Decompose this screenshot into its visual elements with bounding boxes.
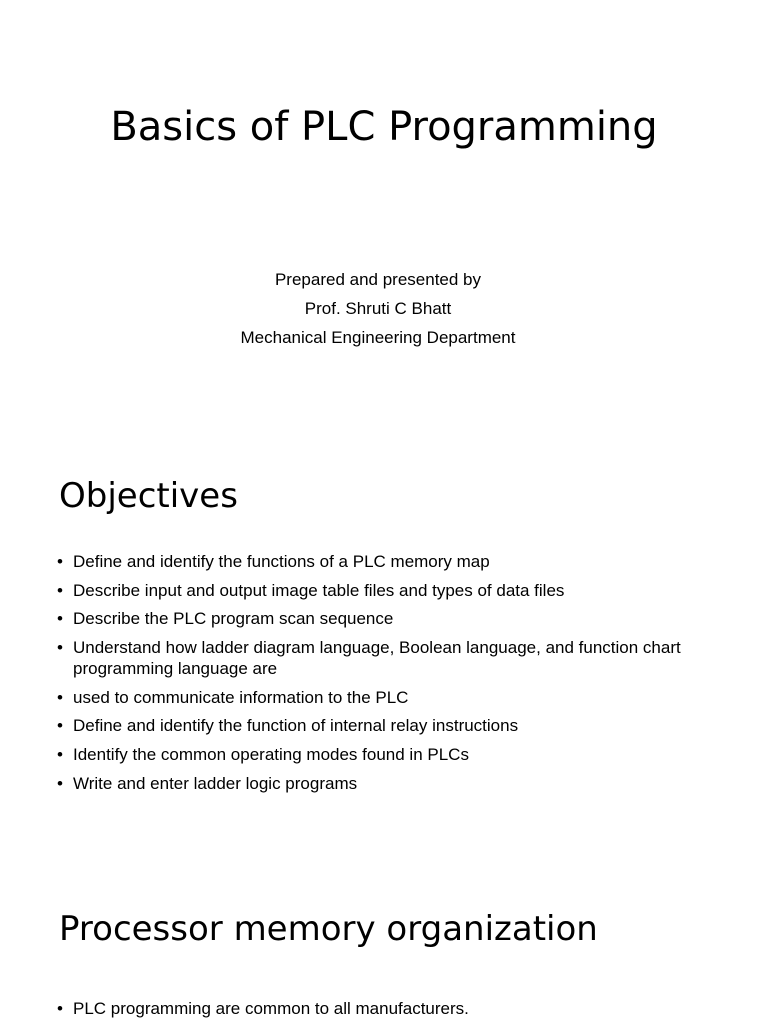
prepared-by-line: Prepared and presented by bbox=[274, 270, 482, 289]
presenter-info bbox=[0, 265, 756, 352]
list-item: • Describe the PLC program scan sequence bbox=[57, 608, 717, 629]
memory-organization-heading: Processor memory organization bbox=[59, 909, 598, 949]
list-item: • PLC programming are common to all manufacturers. bbox=[57, 998, 717, 1019]
list-item: • used to communicate information to the PLC bbox=[57, 687, 717, 708]
list-item: • Define and identify the function of internal relay instructions bbox=[57, 715, 717, 736]
list-item: • Write and enter ladder logic programs bbox=[57, 773, 717, 794]
presenter-name: Prof. Shruti C Bhatt bbox=[304, 299, 452, 318]
list-item: • Define and identify the functions of a PLC memory map bbox=[57, 551, 717, 572]
list-item: • Describe input and output image table files and types of data files bbox=[57, 580, 717, 601]
list-item: • Identify the common operating modes found in PLCs bbox=[57, 744, 717, 765]
slide-title: Basics of PLC Programming bbox=[110, 104, 658, 150]
objectives-list bbox=[57, 551, 717, 802]
memory-organization-list bbox=[57, 998, 717, 1027]
department-name: Mechanical Engineering Department bbox=[240, 328, 516, 347]
objectives-heading: Objectives bbox=[59, 476, 238, 516]
list-item: • Understand how ladder diagram language, Boolean language, and function chart programming language are bbox=[57, 637, 717, 679]
